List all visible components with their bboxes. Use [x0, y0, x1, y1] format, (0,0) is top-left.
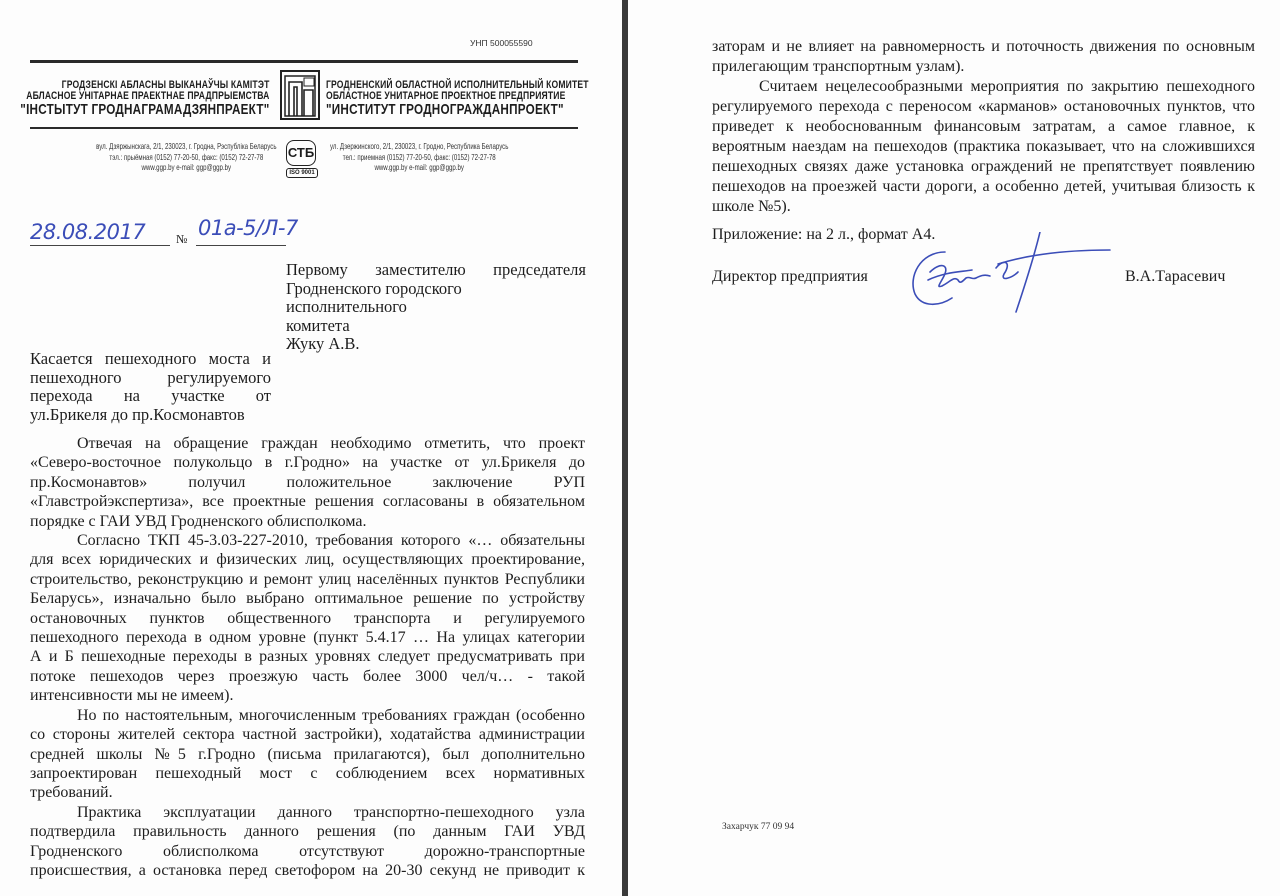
number-sign: №: [176, 232, 188, 246]
subject-line: Касается пешеходного моста и: [30, 349, 271, 368]
addressee-block: [286, 261, 586, 354]
paragraph: [30, 803, 585, 881]
text-line: пешеходных связях даже установка ограждений не препятствует появлению: [712, 158, 1255, 175]
unp-number: УНП 500055590: [470, 38, 533, 48]
address-line: ул. Дзержинского, 2/1, 230023, г. Гродно, Республика Беларусь: [330, 141, 509, 151]
addressee-name: Жуку А.В.: [286, 334, 360, 353]
text-line: потоке пешеходов через проезжую часть более 3000 чел/ч… - такой: [30, 667, 585, 685]
letter-body-page-1: [30, 434, 585, 880]
letterhead-russian: [326, 80, 589, 118]
text-line: Согласно ТКП 45-3.03-227-2010, требования которого «… обязательны: [77, 532, 585, 550]
number-underline: [196, 245, 286, 246]
letterhead-line: ГРОДНЕНСКИЙ ОБЛАСТНОЙ ИСПОЛНИТЕЛЬНЫЙ КОМИТЕТ: [326, 79, 589, 91]
paragraph: [30, 706, 585, 803]
text-line: Гродненского облисполкома отсутствуют дорожно-транспортные: [30, 842, 585, 860]
text-line: Практика эксплуатации данного транспортно-пешеходного узла: [77, 803, 585, 821]
signatory-position: Директор предприятия: [712, 268, 868, 285]
text-line: Но по настоятельным, многочисленным требованиях граждан (особенно: [77, 706, 585, 724]
address-line: тел.: приемная (0152) 77-20-50, факс: (0152) 72-27-78: [342, 151, 496, 162]
text-line: со стороны жителей сектора частной застройки), ходатайства администрации: [30, 726, 585, 744]
text-line: школе №5).: [712, 198, 791, 215]
text-line: Беларусь», изначально было выбрано оптимальное решение по устройству: [30, 590, 585, 608]
text-line: пешеходного перехода в одном уровне (пункт 5.4.17 … На улицах категории: [30, 629, 585, 647]
letter-body-page-2: [712, 37, 1255, 217]
text-line: пр.Космонавтов» получил положительное заключение РУП: [30, 473, 585, 491]
subject-block: [30, 350, 271, 424]
paragraph: [712, 77, 1255, 217]
text-line: средней школы №5 г.Гродно (письма прилагаются), был дополнительно: [30, 745, 585, 763]
letterhead-line: ОБЛАСТНОЕ УНИТАРНОЕ ПРОЕКТНОЕ ПРЕДПРИЯТИЕ: [326, 90, 566, 102]
date-underline: [30, 245, 170, 246]
attachment-note: Приложение: на 2 л., формат А4.: [712, 226, 936, 243]
handwritten-signature: [900, 232, 1120, 322]
address-belarusian: [97, 141, 277, 173]
text-line: требований.: [30, 784, 113, 802]
letterhead-top-rule: [30, 60, 578, 63]
paragraph: [30, 531, 585, 706]
paragraph: [712, 37, 1255, 77]
text-line: Считаем нецелесообразными мероприятия по закрытию пешеходного: [759, 78, 1255, 95]
text-line: для всех юридических и физических лиц, осуществляющих проектирование,: [30, 551, 585, 569]
letterhead-bottom-rule: [30, 127, 578, 129]
page-1: [0, 0, 622, 896]
letterhead-line: АБЛАСНОЕ УНІТАРНАЕ ПРАЕКТНАЕ ПРАДПРЫЕМСТВА: [25, 90, 269, 102]
stb-certification-logo: [286, 140, 316, 180]
address-russian: [330, 141, 508, 173]
executor-contact: Захарчук 77 09 94: [722, 822, 795, 832]
handwritten-number: 01а-5/Л-7: [198, 216, 298, 240]
signatory-name: В.А.Тарасевич: [1125, 268, 1226, 285]
paragraph: [30, 434, 585, 531]
institute-logo: [280, 70, 320, 120]
text-line: заторам и не влияет на равномерность и поточность движения по основным: [712, 38, 1255, 55]
text-line: Отвечая на обращение граждан необходимо отметить, что проект: [77, 435, 585, 452]
letterhead-line: ГРОДЗЕНСКІ АБЛАСНЫ ВЫКАНАЎЧЫ КАМІТЭТ: [61, 79, 269, 91]
addressee-line: комитета: [286, 315, 350, 335]
text-line: приведет к необоснованным финансовым затратам, а самое главное, к: [712, 118, 1255, 135]
text-line: «Северо-восточное полукольцо в г.Гродно» на участке от ул.Брикеля до: [30, 454, 585, 472]
text-line: запроектирован пешеходный мост с соблюдением всех нормативных: [30, 764, 585, 782]
address-line: тэл.: прыёмная (0152) 77-20-50, факс: (0152) 72-27-78: [109, 151, 264, 162]
text-line: прилегающим транспортным узлам).: [712, 58, 965, 75]
text-line: подтвердила правильность данного решения (по данным ГАИ УВД: [30, 823, 585, 841]
address-line: www.ggp.by e-mail: ggp@ggp.by: [142, 162, 232, 172]
stb-mark: СТБ: [286, 140, 316, 166]
handwritten-date: 28.08.2017: [30, 220, 146, 244]
text-line: регулируемого перехода с переносом «карманов» остановочных пунктов, что: [712, 98, 1255, 115]
subject-line: ул.Брикеля до пр.Космонавтов: [30, 404, 245, 424]
letterhead-belarusian: [20, 80, 269, 118]
addressee-line: Гродненского городского исполнительного: [286, 278, 462, 316]
text-line: А и Б пешеходные переходы в разных уровнях следует предусматривать при: [30, 648, 585, 666]
text-line: происшествия, а остановка перед светофором на 20-30 секунд не приводит к: [30, 861, 585, 879]
text-line: «Главстройэкспертиза», все проектные решения согласованы в обязательном: [30, 493, 585, 511]
text-line: вероятным наездам на пешеходов (практика показывает, что на сложившихся: [712, 138, 1255, 155]
letterhead-org-name: "ИНСТИТУТ ГРОДНОГРАЖДАНПРОЕКТ": [326, 101, 564, 118]
iso-mark: ISO 9001: [286, 168, 318, 178]
text-line: пешеходов на проезжей части дороги, а особенно детей, учитывая близость к: [712, 178, 1255, 195]
letterhead-org-name: "ІНСТЫТУТ ГРОДНАГРАМАДЗЯНПРАЕКТ": [19, 101, 269, 118]
address-line: вул. Дзяржынскага, 2/1, 230023, г. Гродна, Рэспубліка Беларусь: [96, 141, 277, 151]
text-line: порядке с ГАИ УВД Гродненского облисполкома.: [30, 512, 367, 530]
text-line: строительство, реконструкцию и ремонт улиц населённых пунктов Республики: [30, 570, 585, 588]
text-line: интенсивности мы не имеем).: [30, 687, 234, 705]
addressee-line: Первому заместителю председателя: [286, 260, 586, 279]
subject-line: пешеходного регулируемого: [30, 367, 271, 387]
subject-line: перехода на участке от: [30, 386, 271, 405]
text-line: остановочных пунктов общественного транспорта и регулируемого: [30, 609, 585, 627]
address-line: www.ggp.by e-mail: ggp@ggp.by: [374, 162, 464, 172]
